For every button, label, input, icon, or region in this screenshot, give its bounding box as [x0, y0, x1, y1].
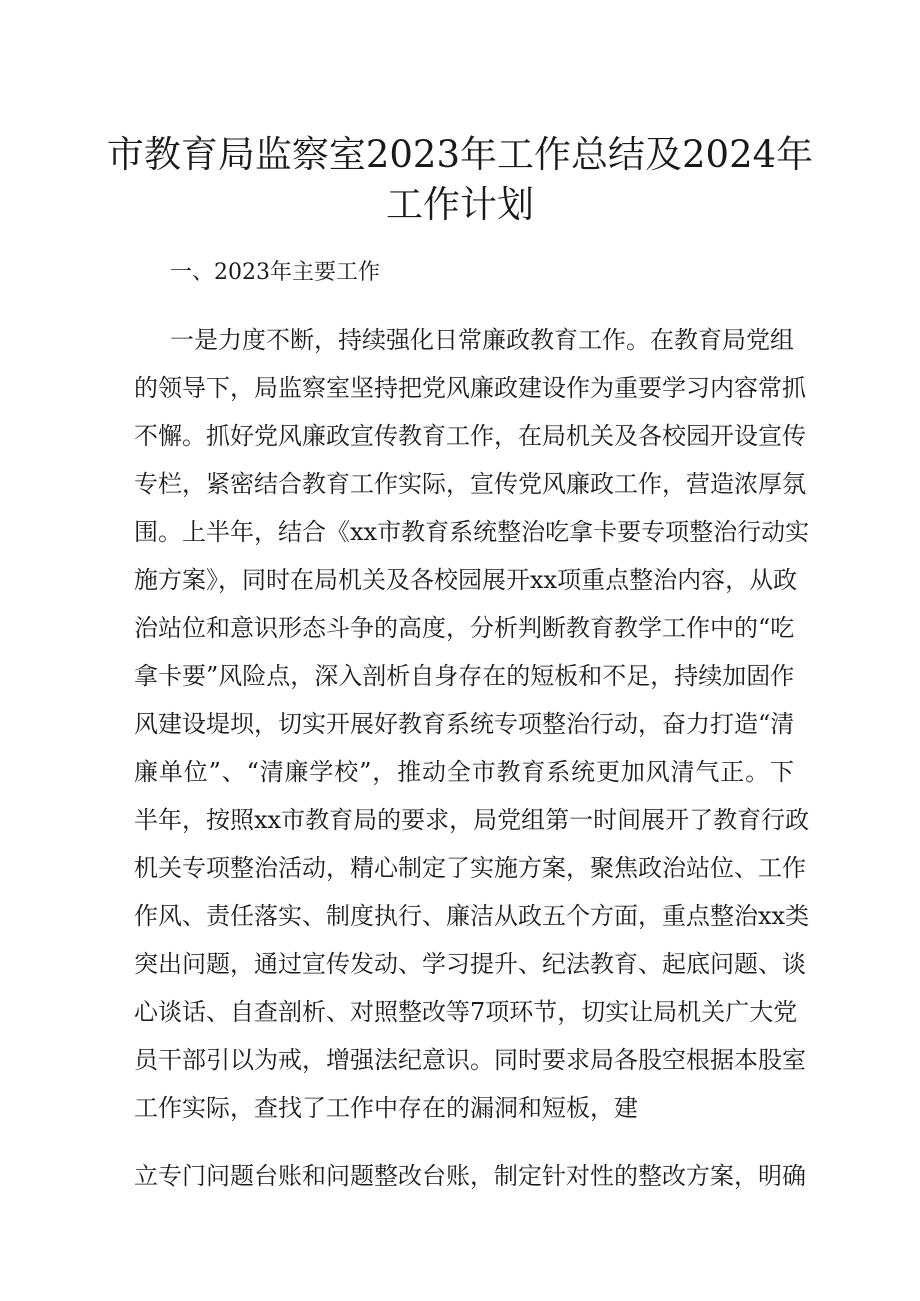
paragraph-line: 立专门问题台账和问题整改台账，制定针对性的整改方案，明确	[134, 1162, 806, 1190]
paragraph-line: 半年，按照xx市教育局的要求，局党组第一时间展开了教育行政	[134, 806, 810, 834]
paragraph-line: 的领导下，局监察室坚持把党风廉政建设作为重要学习内容常抓	[134, 374, 806, 402]
paragraph-line: 施方案》，同时在局机关及各校园展开xx项重点整治内容，从政	[134, 566, 798, 594]
paragraph-line: 风建设堤坝，切实开展好教育系统专项整治行动，奋力打造“清	[134, 710, 795, 738]
paragraph-line: 不懈。抓好党风廉政宣传教育工作，在局机关及各校园开设宣传	[134, 422, 806, 450]
paragraph-line: 廉单位”、“清廉学校”，推动全市教育系统更加风清气正。下	[134, 758, 794, 786]
paragraph-line: 心谈话、自查剖析、对照整改等7项环节，切实让局机关广大党	[134, 998, 798, 1026]
paragraph-line: 员干部引以为戒，增强法纪意识。同时要求局各股空根据本股室	[134, 1046, 806, 1074]
section-heading: 一、2023年主要工作	[170, 260, 380, 285]
document-title-line-2: 工作计划	[386, 183, 534, 226]
paragraph-line: 一是力度不断，持续强化日常廉政教育工作。在教育局党组	[170, 326, 794, 354]
document-title-line-1: 市教育局监察室2023年工作总结及2024年	[106, 133, 814, 176]
paragraph-line: 机关专项整治活动，精心制定了实施方案，聚焦政治站位、工作	[134, 854, 806, 882]
paragraph-line: 突出问题，通过宣传发动、学习提升、纪法教育、起底问题、谈	[134, 950, 806, 978]
paragraph-line: 专栏，紧密结合教育工作实际，宣传党风廉政工作，营造浓厚氛	[134, 470, 806, 498]
paragraph-line: 作风、责任落实、制度执行、廉洁从政五个方面，重点整治xx类	[134, 902, 810, 930]
paragraph-line: 治站位和意识形态斗争的高度，分析判断教育教学工作中的“吃	[134, 614, 795, 642]
paragraph-line: 拿卡要”风险点，深入剖析自身存在的短板和不足，持续加固作	[134, 662, 795, 690]
paragraph-line: 工作实际，查找了工作中存在的漏洞和短板，建	[134, 1094, 638, 1122]
paragraph-line: 围。上半年，结合《xx市教育系统整治吃拿卡要专项整治行动实	[134, 518, 810, 546]
